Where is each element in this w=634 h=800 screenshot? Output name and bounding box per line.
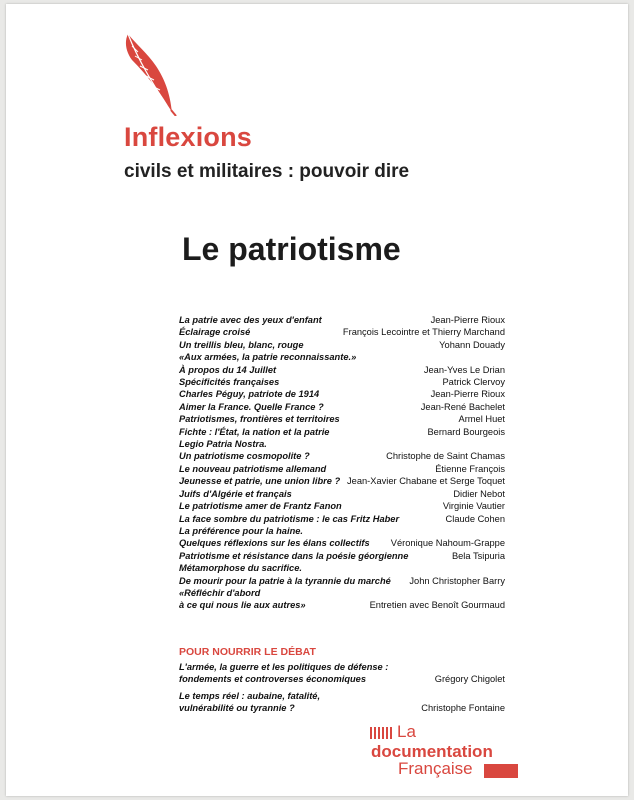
toc-entry-title: Patriotisme et résistance dans la poésie géorgienne	[179, 550, 409, 561]
toc-entry-author: Didier Nebot	[453, 488, 505, 499]
toc-entry	[179, 475, 505, 487]
toc-entry	[179, 513, 505, 525]
toc-entry-title: Spécificités françaises	[179, 377, 280, 388]
toc-entry-author: Entretien avec Benoît Gourmaud	[369, 600, 505, 611]
toc-entry-author: Virginie Vautier	[442, 501, 505, 512]
toc-entry	[179, 562, 505, 587]
toc-entry-author: Jean-Yves Le Drian	[423, 364, 505, 375]
toc-entry-author: Étienne François	[435, 463, 505, 474]
publisher-logo	[370, 722, 520, 782]
toc-entry-title: Le nouveau patriotisme allemand	[179, 463, 327, 474]
toc-entry-author: Claude Cohen	[445, 513, 505, 524]
toc-entry-title: Aimer la France. Quelle France ?	[179, 401, 324, 412]
toc-entry-title: «Réfléchir d'abord à ce qui nous lie aux autres»	[179, 587, 306, 611]
toc-entry	[179, 314, 505, 326]
toc-entry	[179, 587, 505, 612]
publisher-line-2: documentation	[371, 742, 493, 761]
toc-entry	[179, 426, 505, 438]
publisher-bars-icon	[370, 727, 394, 739]
toc-entry	[179, 376, 505, 388]
publisher-line-3: Française	[398, 759, 473, 778]
cover	[6, 4, 628, 796]
toc-entry-author: Yohann Douady	[439, 339, 505, 350]
toc-entry	[179, 339, 505, 351]
debate-entry	[179, 661, 505, 686]
toc-entry	[179, 326, 505, 338]
toc-entry	[179, 550, 505, 562]
toc-entry-author: Bernard Bourgeois	[427, 426, 505, 437]
toc-entry	[179, 525, 505, 550]
toc-entry-title: Éclairage croisé	[179, 327, 251, 338]
toc-entry	[179, 388, 505, 400]
toc-entry	[179, 351, 505, 376]
debate-heading: POUR NOURRIR LE DÉBAT	[179, 646, 316, 658]
toc-entry-title: La patrie avec des yeux d'enfant	[179, 315, 322, 325]
toc-entry-title: Métamorphose du sacrifice. De mourir pour la patrie à la tyrannie du marché	[179, 563, 391, 586]
toc-entry-title: Un treillis bleu, blanc, rouge	[179, 339, 304, 350]
debate-entry-title: L'armée, la guerre et les politiques de défense : fondements et controverses économiques	[179, 662, 389, 685]
toc-entry-title: Jeunesse et patrie, une union libre ?	[179, 476, 341, 487]
debate-entry	[179, 690, 505, 715]
toc-entry	[179, 413, 505, 425]
toc-entry-title: La face sombre du patriotisme : le cas Fritz Haber	[179, 513, 400, 524]
toc-entry-title: Fichte : l'État, la nation et la patrie	[179, 426, 330, 437]
toc-entry-title: Legio Patria Nostra. Un patriotisme cosmopolite ?	[179, 439, 310, 462]
feather-quill-icon	[118, 30, 180, 116]
toc-entry-title: Juifs d'Algérie et français	[179, 488, 292, 499]
toc-entry	[179, 488, 505, 500]
toc-entry-author: John Christopher Barry	[409, 575, 505, 586]
toc-entry-author: Bela Tsipuria	[451, 550, 505, 561]
debate-entry-author: Christophe Fontaine	[421, 703, 505, 714]
toc-entry	[179, 438, 505, 463]
toc-entry	[179, 500, 505, 512]
debate-entry-title: Le temps réel : aubaine, fatalité, vulnérabilité ou tyrannie ?	[179, 690, 321, 714]
toc-entry-author: Patrick Clervoy	[442, 377, 505, 388]
debate-entry-author: Grégory Chigolet	[434, 674, 505, 685]
publisher-block-icon	[484, 764, 518, 778]
toc-entry-author: Jean-René Bachelet	[420, 401, 505, 412]
toc-entry-title: Le patriotisme amer de Frantz Fanon	[179, 501, 342, 512]
toc-entry-title: Charles Péguy, patriote de 1914	[179, 389, 320, 400]
toc-entry	[179, 401, 505, 413]
toc-entry	[179, 463, 505, 475]
toc-entry-title: Patriotismes, frontières et territoires	[179, 414, 340, 425]
toc-entry-title: «Aux armées, la patrie reconnaissante.» À propos du 14 Juillet	[179, 352, 357, 375]
debate-list	[179, 661, 505, 719]
journal-subtitle: civils et militaires : pouvoir dire	[124, 161, 410, 182]
issue-title: Le patriotisme	[182, 231, 401, 267]
journal-title: Inflexions	[124, 122, 253, 152]
toc-entry-title: La préférence pour la haine. Quelques réflexions sur les élans collectifs	[179, 525, 370, 549]
toc-entry-author: Christophe de Saint Chamas	[386, 451, 505, 462]
toc-entry-author: François Lecointre et Thierry Marchand	[342, 327, 505, 338]
toc-entry-author: Jean-Pierre Rioux	[430, 389, 505, 400]
toc-entry-author: Jean-Xavier Chabane et Serge Toquet	[347, 476, 505, 487]
toc-entry-author: Armel Huet	[458, 414, 505, 425]
table-of-contents	[179, 314, 505, 612]
toc-entry-author: Véronique Nahoum-Grappe	[390, 538, 505, 549]
toc-entry-author: Jean-Pierre Rioux	[430, 315, 505, 325]
publisher-line-1: La	[397, 722, 416, 741]
